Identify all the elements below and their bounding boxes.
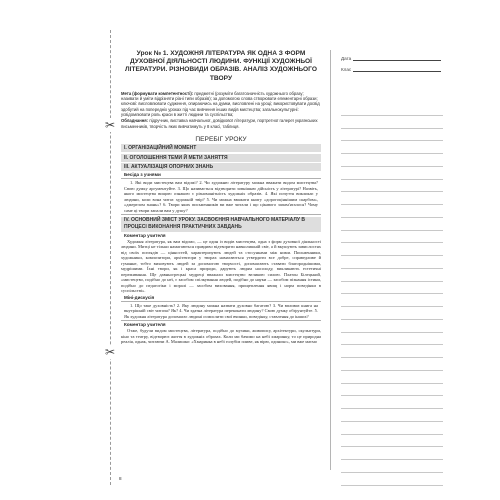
- section-heading-3: ІІІ. АКТУАЛІЗАЦІЯ ОПОРНИХ ЗНАНЬ: [121, 163, 321, 171]
- page-number: 8: [119, 476, 122, 481]
- subheading-mini-discussion: Міні-дискусія: [124, 294, 155, 300]
- teacher-comment-text-2: Отже, будучи видом мистецтва, література, подібно до музики, живопису, архітектури, скульптури, кіно та театру, відтворює життя в художніх образах. Коли ми бачимо на небі хмаринку, то це природна реалія, однак, читаючи А. Малишко: «Хмаринка в небі голубім пливе, як вірю, одиноко», ми вже маємо: [121, 328, 321, 345]
- mini-discussion-questions: 1. Що таке духовність? 2. Яку людину можна назвати духовно багатою? 3. Чи впливає книга на внутрішній світ читача? Як? 4. Чи здатна література переконати людину? Свою думку обґрунтуйте. 5. Як художня література допомагає людині осмислити свої вчинки, поведінку, ставлення до інших?: [121, 301, 321, 322]
- section-heading-1: І. ОРГАНІЗАЦІЙНИЙ МОМЕНТ: [121, 144, 321, 152]
- goal-text: предметні (розуміти багатозначність художнього образу; називати й уміти відрізняти різні типи образів); за допомогою слова створювати елементарні образи; ключові: висловлювати судження, опираючись на думки, висловлені на уроці; використовувати досвід здобутий на попередніх уроках під час вивчення інших видів мистецтва; загальнокультурні: усвідомлювати роль краси в житті людини та суспільства;: [121, 90, 320, 117]
- lesson-equipment: [121, 118, 321, 129]
- date-line: [353, 57, 441, 61]
- notes-lines: [341, 103, 443, 486]
- section-heading-4: IV. ОСНОВНИЙ ЗМІСТ УРОКУ. ЗАСВОЄННЯ НАВЧАЛЬНОГО МАТЕРІАЛУ В ПРОЦЕСІ ВИКОНАННЯ ПРАКТИЧНИХ ЗАВДАНЬ: [121, 217, 321, 232]
- date-field[interactable]: [341, 56, 441, 61]
- subheading-teacher-comment: Коментар учителя: [124, 232, 166, 238]
- class-label: Клас: [341, 67, 352, 72]
- cut-line: [110, 30, 111, 485]
- section-heading-2: ІІ. ОГОЛОШЕННЯ ТЕМИ Й МЕТИ ЗАНЯТТЯ: [121, 154, 321, 162]
- margin-divider: [330, 50, 331, 470]
- conversation-questions: 1. Які види мистецтва вам відомі? 2. Чи художню літературу можна вважати видом мистецтва? Свою думку аргументуйте. 3. Що називається відтворити зовнішню дійсність у літературі? Назвіть, якого мистецтва вищою ознакою є різноманітність художніх образів. 4. Які почуття викликає у людини, коли вона читає художній твір? 5. Чи можна вважати книгу «дорогоціннішим скарбом», «джерелом знань»? 6. Твори яких письменників ви вже читали і що цікавого запам'яталося? Чому саме ці твори запали вам у душу?: [121, 178, 321, 215]
- goal-label: Мета (формувати компетентності):: [121, 90, 194, 96]
- scissors-icon: ✂: [104, 118, 116, 132]
- date-label: Дата: [341, 56, 352, 61]
- scissors-icon: ✂: [104, 345, 116, 359]
- lesson-flow-title: ПЕРЕБІГ УРОКУ: [195, 135, 247, 143]
- subheading-conversation: Бесіда з учнями: [124, 172, 161, 178]
- lesson-content: [121, 50, 321, 345]
- class-field[interactable]: [341, 67, 441, 72]
- subheading-teacher-comment-2: Коментар учителя: [124, 322, 166, 328]
- lesson-goal: [121, 91, 321, 117]
- teacher-comment-text: Художня література, як вам відомо, — це один із видів мистецтва, одна з форм духовної діяльності людини. Митці не тільки намагаються правдиво відтворити навколишній світ, а й вкушують завислостях від своїх поглядів — цінностей, характеризують людей та стосунками між ними. Письменники, художники, композитори, архітектори у творах намагаються утвердити все добре, справедливе й гуманне, тобто виховують людей за допомогою творчості, допомагають ставати благороднішими, мудрішими. Їхні твори, як і краса природи, дарують людям насолоду, викликають естетичні переживання. Ще давньогрецькі мудреці вважали мистецтво великою силою. Платон Білецький, «мистецтво, подібно до неї, є засобом спілкування людей, подібно до науки — засобом пізнання істини, подібно до педагогіки і моралі — засобом виховання, прищеплення явищ і норм поведінки в суспільстві».: [121, 238, 321, 294]
- class-line: [353, 68, 441, 72]
- equipment-text: підручник, виставка навчальної, довідкової літератури, портретної галереї українських письменників, творчість яких вивчатимуть у 8 класі, таблиця.: [121, 118, 318, 129]
- lesson-title: Урок № 1. ХУДОЖНЯ ЛІТЕРАТУРА ЯК ОДНА З ФОРМ ДУХОВНОЇ ДІЯЛЬНОСТІ ЛЮДИНИ. ФУНКЦІЇ ХУДОЖНЬОЇ ЛІТЕРАТУРИ. РІЗНОВИДИ ОБРАЗІВ. АНАЛІЗ ХУДОЖНЬОГО ТВОРУ: [125, 50, 317, 82]
- equipment-label: Обладнання:: [121, 118, 149, 124]
